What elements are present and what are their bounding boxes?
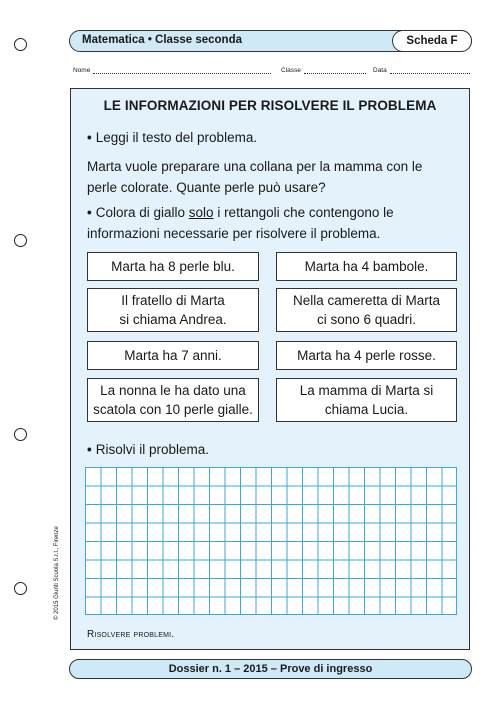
instruction-color xyxy=(87,202,462,244)
info-box-2[interactable] xyxy=(276,252,457,281)
info-box-6[interactable] xyxy=(276,341,457,370)
footer-bar xyxy=(69,659,472,679)
worksheet-title: LE INFORMAZIONI PER RISOLVERE IL PROBLEMA xyxy=(103,98,437,113)
instruction-color-text-a: Colora di giallo xyxy=(95,205,189,220)
info-box-4-line-1: Nella cameretta di Marta xyxy=(292,293,441,308)
info-box-7-line-2: scatola con 10 perle gialle. xyxy=(93,402,253,417)
info-box-3-line-1: Il fratello di Marta xyxy=(121,293,225,308)
info-box-1-text: Marta ha 8 perle blu. xyxy=(111,259,235,274)
instruction-color-text-b: i rettangoli che contengono le xyxy=(213,205,394,220)
squared-answer-grid[interactable] xyxy=(85,467,457,615)
bullet-icon: • xyxy=(87,442,92,457)
problem-text xyxy=(87,156,462,198)
date-field[interactable] xyxy=(373,66,470,74)
info-box-4[interactable] xyxy=(276,288,457,332)
date-line xyxy=(390,66,470,74)
info-box-5[interactable] xyxy=(87,341,259,370)
info-box-7[interactable] xyxy=(87,378,259,422)
instruction-color-underlined: solo xyxy=(188,205,214,220)
name-line xyxy=(93,66,271,74)
subject-title: Matematica • Classe seconda xyxy=(82,34,242,46)
class-line xyxy=(304,66,366,74)
instruction-read xyxy=(87,127,257,148)
bullet-icon: • xyxy=(87,130,92,145)
info-box-8[interactable] xyxy=(276,378,457,422)
problem-line-1: Marta vuole preparare una collana per la mamma con le xyxy=(87,159,423,174)
worksheet-box xyxy=(70,88,470,650)
info-box-8-line-1: La mamma di Marta si xyxy=(299,383,434,398)
date-label: Data xyxy=(373,67,387,74)
class-label: Classe xyxy=(281,67,301,74)
header-bar xyxy=(69,30,472,52)
student-fields xyxy=(73,66,473,78)
binder-hole-middle-lower xyxy=(14,428,27,441)
info-box-3[interactable] xyxy=(87,288,259,332)
name-field[interactable] xyxy=(73,66,271,74)
binder-hole-bottom xyxy=(14,582,27,595)
bullet-icon: • xyxy=(87,205,92,220)
instruction-solve-text: Risolvi il problema. xyxy=(95,442,210,457)
instruction-color-line-2: informazioni necessarie per risolvere il problema. xyxy=(87,226,381,241)
binder-hole-middle-upper xyxy=(14,234,27,247)
info-box-5-text: Marta ha 7 anni. xyxy=(124,348,222,363)
class-field[interactable] xyxy=(281,66,366,74)
binder-hole-top xyxy=(14,38,27,51)
info-box-4-line-2: ci sono 6 quadri. xyxy=(316,312,417,327)
sheet-label: Scheda F xyxy=(392,30,472,52)
copyright-notice: © 2015 Giunti Scuola S.r.l., Firenze xyxy=(54,526,60,620)
info-box-7-line-1: La nonna le ha dato una xyxy=(100,383,246,398)
instruction-solve xyxy=(87,439,209,460)
info-box-3-line-2: si chiama Andrea. xyxy=(119,312,227,327)
info-box-8-line-2: chiama Lucia. xyxy=(324,402,409,417)
info-box-6-text: Marta ha 4 perle rosse. xyxy=(297,348,436,363)
section-label: Risolvere problemi. xyxy=(87,629,175,640)
instruction-read-text: Leggi il testo del problema. xyxy=(95,130,258,145)
info-box-1[interactable] xyxy=(87,252,259,281)
problem-line-2: perle colorate. Quante perle può usare? xyxy=(87,180,326,195)
footer-text: Dossier n. 1 – 2015 – Prove di ingresso xyxy=(168,663,373,675)
info-box-2-text: Marta ha 4 bambole. xyxy=(304,259,429,274)
name-label: Nome xyxy=(73,67,91,74)
